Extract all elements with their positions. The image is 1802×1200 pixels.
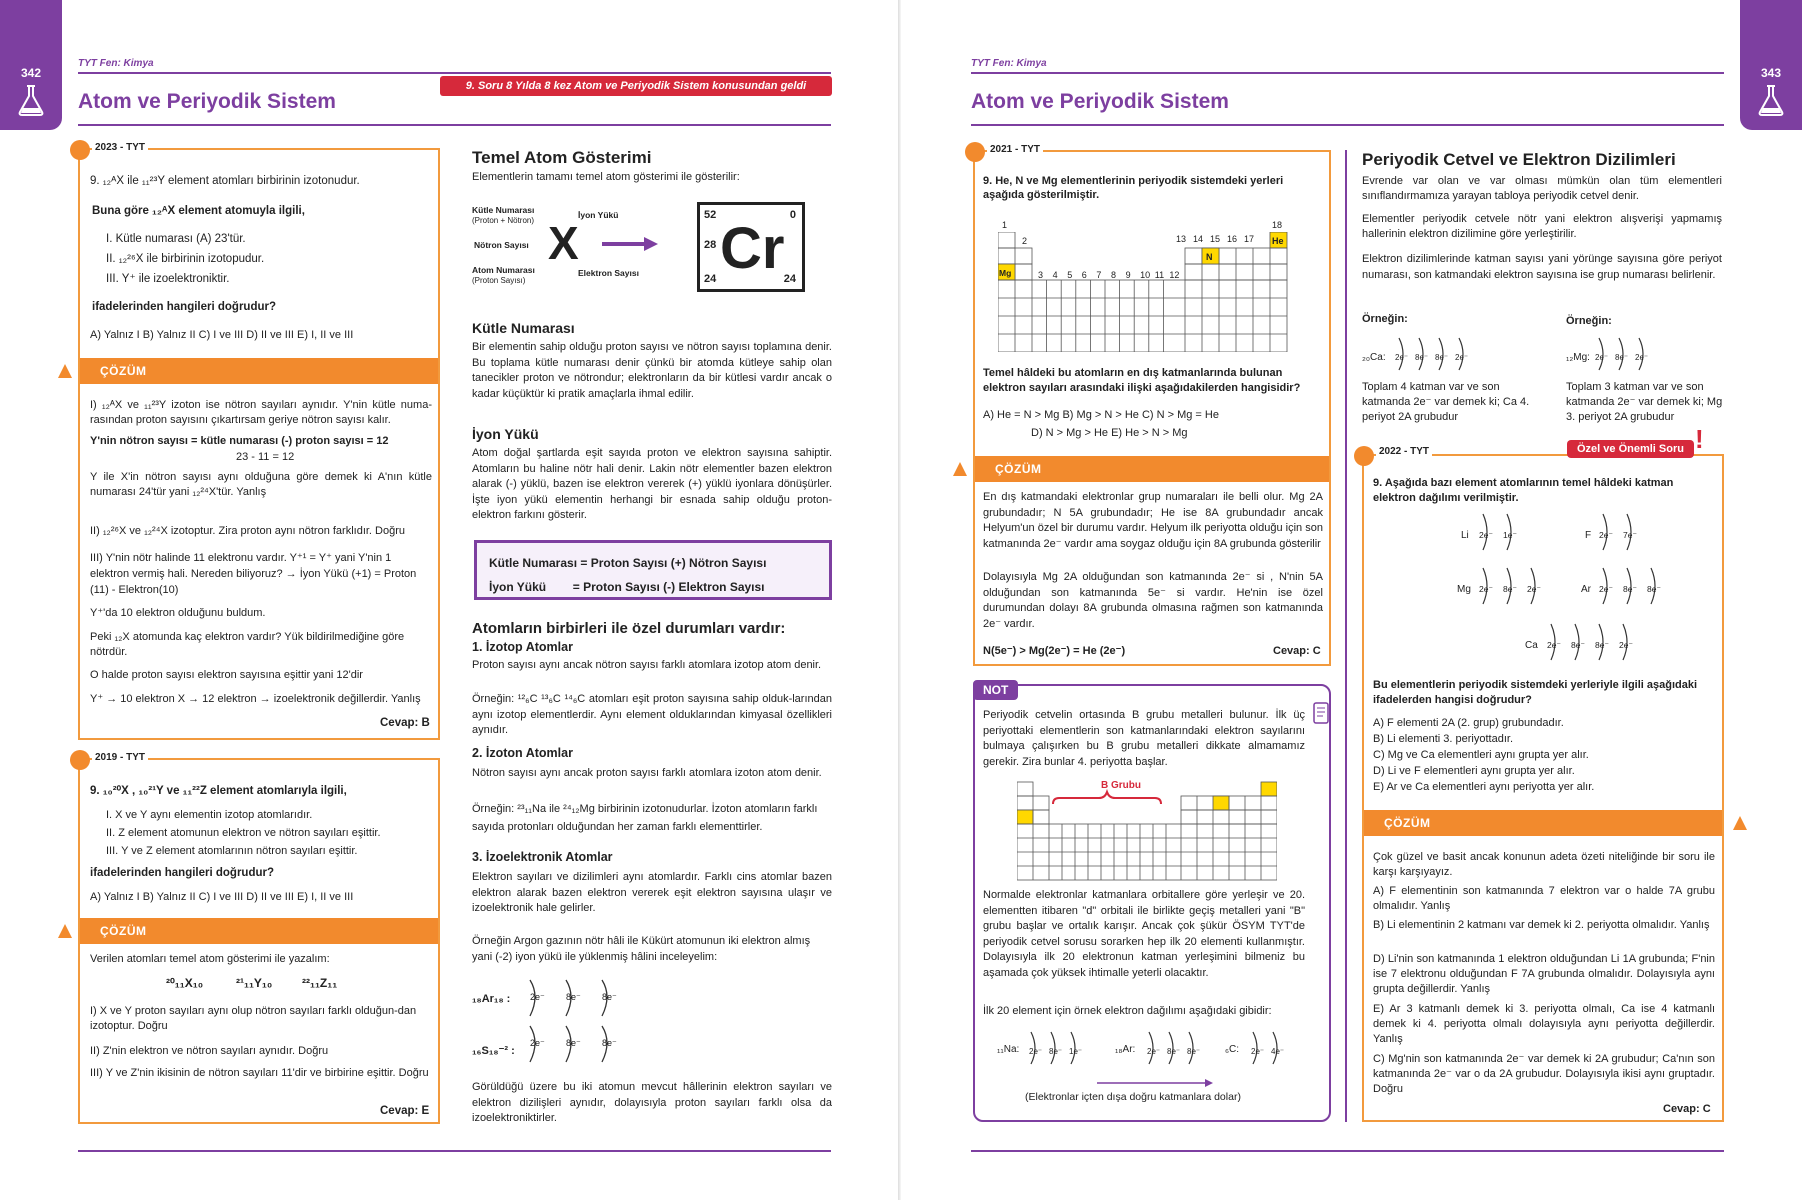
solution-bar: ÇÖZÜM <box>80 358 438 384</box>
shell-label: 8e⁻ <box>602 1038 617 1048</box>
paragraph: Elementlerin tamamı temel atom gösterimi ile gösterilir: <box>472 171 740 183</box>
group-number: 13 <box>1176 234 1187 244</box>
shell-label: 2e⁻ <box>1479 530 1493 540</box>
atom-label: Ca <box>1525 640 1538 651</box>
answer-option: A) F elementi 2A (2. grup) grubundadır. <box>1373 717 1564 729</box>
paragraph: Örneğin Argon gazının nötr hâli ile Kükürt atomunun iki elektron almış yani (-2) iyon yükü ile yüklenmiş hâlini inceleyelim: <box>472 935 811 963</box>
paragraph: Evrende var olan ve var olması mümkün olan tüm elementleri sınıflandırmamıza yarayan tabloya periyodik cetvel denir. <box>1362 175 1722 202</box>
solution-result: N(5e⁻) > Mg(2e⁻) = He (2e⁻) <box>983 645 1126 657</box>
page-number: 342 <box>20 66 42 80</box>
note-label: NOT <box>973 680 1018 700</box>
group-number: 7 <box>1096 270 1102 280</box>
flask-icon <box>17 84 45 116</box>
chromium-example <box>697 202 805 292</box>
shell-label: 2e⁻ <box>1619 640 1633 650</box>
shell-label: 2e⁻ <box>1547 640 1561 650</box>
note-paragraph: İlk 20 element için örnek elektron dağılımı aşağıdaki gibidir: <box>983 1005 1272 1017</box>
shell-label: 2e⁻ <box>1147 1047 1161 1056</box>
answer-key: Cevap: E <box>380 1105 430 1117</box>
shell-label: 2e⁻ <box>1455 353 1469 362</box>
group-number: 15 <box>1210 234 1221 244</box>
shell-label: 4e⁻ <box>1271 1047 1285 1056</box>
year-label: 2023 - TYT <box>92 142 148 153</box>
page-number: 343 <box>1760 66 1782 80</box>
example-label: Örneğin: <box>1362 313 1408 325</box>
periodic-grid <box>998 232 1288 352</box>
group-number: 12 <box>1169 270 1180 280</box>
answer-key: Cevap: C <box>1663 1103 1711 1115</box>
statement-i: I. X ve Y aynı elementin izotop atomlarıdır. <box>106 809 313 821</box>
solution-paragraph: E) Ar 3 katmanlı demek ki 3. periyotta olmalı, Ca ise 4 katmanlı demek ki 4. periyotta olmalı dolayısıyla aynı periyotta değillerdir. Yanlış <box>1373 1003 1715 1045</box>
solution-paragraph: Dolayısıyla Mg 2A olduğundan son katmanında 2e⁻ si , N'nin 5A olduğundan son katmanında 5e⁻ si vardır. He'nin ise özel durumundan dolayı 8A grubunda olmasına rağmen son katmanında 2e⁻ vardır. <box>983 571 1323 630</box>
shell-label: 2e⁻ <box>530 992 545 1002</box>
special-question-badge: Özel ve Önemli Soru <box>1567 440 1694 458</box>
atom-label: ₁₈Ar: <box>1115 1044 1136 1055</box>
periodic-table <box>998 218 1288 352</box>
group-number: 11 <box>1154 270 1165 280</box>
page-title: Atom ve Periyodik Sistem <box>971 90 1229 113</box>
note-paragraph: Normalde elektronlar katmanlara orbitallere göre yerleşir ve 20. elementten itibaren "d" orbitali ile birlikte geçiş metalleri yani "B" grubu başlar ve ortalık karışır. Ancak çok şükür ÖSYM TYT'de periyodik cetvel sorusu sorarken hep ilk 20 elementi kullanmıştır. Dolayısıyla ilk 20 elektronun katman yerleşimini bilmeniz bu aşamada çok yüksek ihtimalle yeterli olacaktır. <box>983 889 1305 979</box>
group-number: 4 <box>1052 270 1058 280</box>
shell-label: 8e⁻ <box>1647 584 1661 594</box>
frequency-banner: 9. Soru 8 Yılda 8 kez Atom ve Periyodik Sistem konusundan geldi <box>440 76 832 96</box>
question-stem: 9. ₁₂ᴬX ile ₁₁²³Y element atomları birbirinin izotonudur. <box>90 175 360 187</box>
solution-line: O halde proton sayısı elektron sayısına eşittir yani 12'dir <box>90 669 363 681</box>
neutron-count: 28 <box>704 239 717 251</box>
group-number: 14 <box>1193 234 1204 244</box>
question-ask: Temel hâldeki bu atomların en dış katmanlarında bulunan elektron sayıları arasındaki ilişki aşağıdakilerden hangisidir? <box>983 367 1301 394</box>
shell-label: 8e⁻ <box>566 1038 581 1048</box>
nitrogen-cell: N <box>1206 252 1213 262</box>
group-number: 5 <box>1067 270 1073 280</box>
question-stem: 9. ₁₀²⁰X , ₁₀²¹Y ve ₁₁²²Z element atomlarıyla ilgili, <box>90 785 347 797</box>
group-number: 10 <box>1140 270 1151 280</box>
diagram-label: Elektron Sayısı <box>578 268 639 278</box>
paragraph: Nötron sayısı aynı ancak proton sayısı farklı atomlara izoton atom denir. <box>472 767 822 779</box>
ion-label: ₁₆S₁₈⁻² : <box>472 1045 515 1057</box>
shell-label: 8e⁻ <box>1571 640 1585 650</box>
atom-label: Li <box>1461 530 1469 541</box>
atom-notation: ²¹₁₁Y₁₀ <box>236 976 273 990</box>
solution-paragraph: D) Li'nin son katmanında 1 elektron olduğundan Li 1A grubunda; F'nin ise 7 elektronu olduğundan F 7A grubunda olmalıdır. Dolayısıyla aynı grupta değillerdir. Yanlış <box>1373 953 1715 995</box>
statement-iii: III. Y⁺ ile izoelektroniktir. <box>106 273 230 285</box>
shell-label: 8e⁻ <box>1167 1047 1181 1056</box>
note-paragraph: Periyodik cetvelin ortasında B grubu metalleri bulunur. İlk üç periyottaki elementlerin son katmanlarındaki elektron sayılarını bulmaya çalışırken bu B grubu metalleri dikkate almamamız gerekir. Zira bunlar 4. periyotta başlar. <box>983 709 1305 768</box>
question-lead: Buna göre ₁₂ᴬX element atomuyla ilgili, <box>92 205 305 217</box>
subheading: 1. İzotop Atomlar <box>472 640 573 654</box>
shell-label: 8e⁻ <box>1623 584 1637 594</box>
statement-iii: III. Y ve Z element atomlarının nötron sayıları eşittir. <box>106 845 358 857</box>
solution-paragraph: B) Li elementinin 2 katmanı var demek ki 2. periyotta olmalıdır. Yanlış <box>1373 919 1710 931</box>
page-title: Atom ve Periyodik Sistem <box>78 90 336 113</box>
shell-label: 2e⁻ <box>1029 1047 1043 1056</box>
section-heading: Kütle Numarası <box>472 320 575 336</box>
shell-label: 8e⁻ <box>566 992 581 1002</box>
solution-line: Y ile X'in nötron sayısı aynı olduğuna göre demek ki A'nın kütle numarası 24'tür yani ₁₂²⁴X'tür. Yanlış <box>90 471 432 498</box>
question-ask: Bu elementlerin periyodik sistemdeki yerleriyle ilgili aşağıdaki ifadelerden hangisi doğrudur? <box>1373 679 1698 706</box>
solution-line: I) X ve Y proton sayıları aynı olup nötron sayıları farklı olduğun-dan izotoptur. Doğru <box>90 1005 417 1032</box>
paragraph: Örneğin: ¹²₆C ¹³₆C ¹⁴₆C atomları eşit proton sayısına sahip olduk-larından aynı izotop elementlerdir. Aynı element olduklarından kimyasal özellikleri aynıdır. <box>472 693 832 736</box>
mass-number: 52 <box>704 209 717 221</box>
group-number: 1 <box>1002 220 1008 230</box>
shell-label: 8e⁻ <box>602 992 617 1002</box>
solution-bar: ÇÖZÜM <box>975 456 1329 482</box>
diagram-label: Nötron Sayısı <box>474 240 529 250</box>
statement-i: I. Kütle numarası (A) 23'tür. <box>106 233 246 245</box>
answer-options: A) Yalnız I B) Yalnız II C) I ve III D) II ve III E) I, II ve III <box>90 329 354 341</box>
shell-label: 8e⁻ <box>1615 353 1629 362</box>
shell-label: 7e⁻ <box>1623 530 1637 540</box>
paragraph: Elektron dizilimlerinde katman sayısı yani yörünge sayısına göre periyot numarası, son katmandaki elektron sayısına ise grup numarası belirlenir. <box>1362 253 1722 281</box>
column-divider <box>1345 150 1347 1122</box>
solution-line: Y⁺ → 10 elektron X → 12 elektron → izoelektronik değillerdir. Yanlış <box>90 693 421 705</box>
solution-paragraph: En dış katmandaki elektronlar grup numaraları ile belli olur. Mg 2A grubundadır; N 5A grubundadır; He ise 8A grubundadır ancak Helyum'un özel bir durumu vardır. Helyum ilk periyotta olduğu için son katmanında 2e⁻ vardır ama soygaz olduğu için 8A grubunda gösterilir <box>983 491 1323 550</box>
shell-label: 2e⁻ <box>1527 584 1541 594</box>
ion-label: ₁₈Ar₁₈ : <box>472 993 511 1005</box>
solution-line: Y'nin nötron sayısı = kütle numarası (-) proton sayısı = 12 <box>90 435 389 447</box>
bell-icon <box>58 364 72 378</box>
magnesium-cell: Mg <box>999 268 1012 278</box>
shell-label: 2e⁻ <box>1395 353 1409 362</box>
example-label: Örneğin: <box>1566 315 1612 327</box>
example-text: Toplam 3 katman var ve son katmanda 2e⁻ var demek ki; Mg 3. periyot 2A grubudur <box>1566 381 1723 423</box>
shell-label: 2e⁻ <box>530 1038 545 1048</box>
shell-label: 1e⁻ <box>1069 1047 1083 1056</box>
b-group-label: B Grubu <box>1101 780 1141 791</box>
shell-label: 2e⁻ <box>1479 584 1493 594</box>
answer-option: B) Li elementi 3. periyottadır. <box>1373 733 1514 745</box>
solution-bar: ÇÖZÜM <box>80 918 438 944</box>
subheading: 2. İzoton Atomlar <box>472 746 573 760</box>
solution-line: Y⁺'da 10 elektron olduğunu buldum. <box>90 607 266 619</box>
question-stem: 9. He, N ve Mg elementlerinin periyodik sistemdeki yerleri aşağıda gösterilmiştir. <box>983 175 1284 201</box>
page-tab-left <box>0 0 62 130</box>
subheading: 3. İzoelektronik Atomlar <box>472 850 613 864</box>
formula-box <box>474 540 832 600</box>
solution-bar: ÇÖZÜM <box>1364 810 1722 836</box>
group-number: 18 <box>1272 220 1283 230</box>
solution-line: II) ₁₂²⁶X ve ₁₂²⁴X izotoptur. Zira proton aynı nötron farklıdır. Doğru <box>90 525 406 537</box>
paragraph: Proton sayısı aynı ancak nötron sayısı farklı atomlara izotop atom denir. <box>472 659 822 671</box>
shell-label: 8e⁻ <box>1415 353 1429 362</box>
periodic-grid-note <box>1017 774 1277 882</box>
atom-label: ₂₀Ca: <box>1362 352 1386 363</box>
exclamation-icon: ! <box>1695 424 1704 454</box>
atom-label: F <box>1585 530 1592 541</box>
solution-line: II) Z'nin elektron ve nötron sayıları aynıdır. Doğru <box>90 1045 329 1057</box>
year-label: 2019 - TYT <box>92 752 148 763</box>
section-heading: Temel Atom Gösterimi <box>472 148 652 167</box>
diagram-caption: (Elektronlar içten dışa doğru katmanlara dolar) <box>1025 1091 1241 1103</box>
question-ask: ifadelerinden hangileri doğrudur? <box>90 867 275 879</box>
element-symbol: Cr <box>720 216 785 281</box>
shell-label: 8e⁻ <box>1187 1047 1201 1056</box>
electron-count: 24 <box>783 273 796 285</box>
atomic-number: 24 <box>704 273 717 285</box>
section-heading: İyon Yükü <box>472 426 539 442</box>
answer-options: A) He = N > Mg B) Mg > N > He C) N > Mg = He <box>983 409 1219 421</box>
answer-key: Cevap: B <box>380 717 430 729</box>
shell-label: 2e⁻ <box>1251 1047 1265 1056</box>
statement-ii: II. ₁₂²⁶X ile birbirinin izotopudur. <box>106 253 265 265</box>
question-ask: ifadelerinden hangileri doğrudur? <box>92 301 277 313</box>
atom-label: ₁₂Mg: <box>1566 352 1590 363</box>
answer-key: Cevap: C <box>1273 645 1321 657</box>
section-heading: Atomların birbirleri ile özel durumları vardır: <box>472 620 786 637</box>
atom-notation: ²²₁₁Z₁₁ <box>302 976 338 990</box>
answer-option: E) Ar ve Ca elementleri aynı periyotta yer alır. <box>1373 781 1595 793</box>
phone-icon <box>1313 702 1329 724</box>
answer-options: D) N > Mg > He E) He > N > Mg <box>1031 427 1188 439</box>
year-label: 2021 - TYT <box>987 144 1043 155</box>
atom-label: ₁₁Na: <box>997 1044 1020 1055</box>
solution-line: 23 - 11 = 12 <box>236 451 295 463</box>
flask-icon <box>1757 84 1785 116</box>
group-number: 8 <box>1110 270 1116 280</box>
question-stem: 9. Aşağıda bazı element atomlarının temel hâldeki katman elektron dağılımı verilmiştir. <box>1373 477 1674 504</box>
answer-option: D) Li ve F elementleri aynı grupta yer alır. <box>1373 765 1575 777</box>
solution-paragraph: C) Mg'nin son katmanında 2e⁻ var demek ki 2A grubudur; Ca'nın son katmanında 2e⁻ var o da 2A grubudur. Dolayısıyla ikisi aynı gruptadır. Doğru <box>1373 1053 1715 1095</box>
group-number: 2 <box>1022 236 1028 246</box>
atom-label: Mg <box>1457 584 1471 595</box>
formula-line: İyon Yükü = Proton Sayısı (-) Elektron Sayısı <box>489 580 765 594</box>
arrow-icon <box>600 236 660 252</box>
shell-label: 2e⁻ <box>1599 530 1613 540</box>
atom-label: Ar <box>1581 584 1591 595</box>
element-symbol: X <box>548 217 579 269</box>
right-page <box>901 0 1802 1200</box>
paragraph: Görüldüğü üzere bu iki atomun mevcut hâllerinin elektron sayıları ve elektron dizilişleri aynıdır, dolayısıyla proton sayıları farklı olsa da izoelektroniktirler. <box>472 1081 832 1124</box>
diagram-label: Kütle Numarası <box>472 205 535 215</box>
solution-line: III) Y'nin nötr halinde 11 elektronu vardır. Y⁺¹ = Y⁺ yani Y'nin 1 elektron vermiş hali. Nereden biliyoruz? → İyon Yükü (+1) = Proton (11) - Elektron(10) <box>90 552 417 596</box>
statement-ii: II. Z element atomunun elektron ve nötron sayıları eşittir. <box>106 827 381 839</box>
helium-cell: He <box>1272 236 1284 246</box>
group-number: 6 <box>1081 270 1087 280</box>
shell-label: 2e⁻ <box>1599 584 1613 594</box>
formula-line: Kütle Numarası = Proton Sayısı (+) Nötron Sayısı <box>489 556 767 570</box>
shell-label: 2e⁻ <box>1595 353 1609 362</box>
answer-option: C) Mg ve Ca elementleri aynı grupta yer alır. <box>1373 749 1589 761</box>
diagram-label: (Proton Sayısı) <box>472 276 526 285</box>
group-number: 9 <box>1125 270 1131 280</box>
solution-line: III) Y ve Z'nin ikisinin de nötron sayıları 11'dir ve birbirine eşittir. Doğru <box>90 1067 429 1079</box>
running-head: TYT Fen: Kimya <box>78 58 154 69</box>
example-text: Toplam 4 katman var ve son katmanda 2e⁻ var demek ki; Ca 4. periyot 2A grubudur <box>1362 381 1530 423</box>
shell-label: 8e⁻ <box>1435 353 1449 362</box>
paragraph: Atom doğal şartlarda eşit sayıda proton ve elektron sayısına sahiptir. Atomların bu haline nötr hali denir. Lakin nötr elementler bazen elektron alarak (-) yüklü, bazen ise elektron vererek (+) yüklü iyonlara dönüşürler. İşte iyon yükü elementin herhangi bir esnada sahip olduğu proton-elektron farkını gösterir. <box>472 447 832 521</box>
bell-icon <box>1733 816 1747 830</box>
year-label: 2022 - TYT <box>1376 446 1432 457</box>
shell-label: 8e⁻ <box>1503 584 1517 594</box>
shell-label: 8e⁻ <box>1595 640 1609 650</box>
shell-label: 2e⁻ <box>1635 353 1649 362</box>
paragraph: Elementler periyodik cetvele nötr yani elektron alışverişi yapmamış hallerinin elektron dizilimine göre yerleştirilir. <box>1362 213 1722 240</box>
group-number: 17 <box>1244 234 1255 244</box>
paragraph: Örneğin: ²³₁₁Na ile ²⁴₁₂Mg birbirinin izotonudurlar. İzoton atomların farklı sayıda protonları olduğundan her zaman farklı elementtirler. <box>472 803 818 833</box>
ion-charge: 0 <box>789 209 796 221</box>
solution-line: I) ₁₂ᴬX ve ₁₁²³Y izoton ise nötron sayıları aynıdır. Y'nin kütle numa-rasından proton sayısını çıkartırsam geriye nötron sayısı kalır. <box>90 399 432 426</box>
diagram-label: İyon Yükü <box>578 210 619 220</box>
solution-line: Verilen atomları temel atom gösterimi ile yazalım: <box>90 953 330 965</box>
bell-icon <box>953 462 967 476</box>
answer-options: A) Yalnız I B) Yalnız II C) I ve III D) II ve III E) I, II ve III <box>90 891 354 903</box>
atom-label: ₆C: <box>1225 1044 1240 1055</box>
solution-paragraph: Çok güzel ve basit ancak konunun adeta özeti niteliğinde bir soru ile karşı karşıyayız. <box>1373 851 1715 878</box>
running-head: TYT Fen: Kimya <box>971 58 1047 69</box>
shell-label: 1e⁻ <box>1503 530 1517 540</box>
paragraph: Bir elementin sahip olduğu proton sayısı ve nötron sayısı toplamına denir. Bu toplama kütle numarası denir çünkü bir atomda kütleye sahip olan tanecikler proton ve nötrondur; elektronların da bir kütlesi vardır ancak o kadar küçüktür ki pratik amaçlarla ihmal edilir. <box>472 341 832 400</box>
page-tab-right <box>1740 0 1802 130</box>
arrow-icon <box>1097 1078 1217 1088</box>
solution-paragraph: A) F elementinin son katmanında 7 elektron var o halde 7A grubu olmalıdır. Yanlış <box>1373 885 1715 912</box>
diagram-label: (Proton + Nötron) <box>472 216 535 225</box>
shell-label: 8e⁻ <box>1049 1047 1063 1056</box>
section-heading: Periyodik Cetvel ve Elektron Dizilimleri <box>1362 150 1676 169</box>
diagram-label: Atom Numarası <box>472 265 535 275</box>
bell-icon <box>58 924 72 938</box>
solution-line: Peki ₁₂X atomunda kaç elektron vardır? Yük bildirilmediğine göre nötrdür. <box>90 631 405 658</box>
paragraph: Elektron sayıları ve dizilimleri aynı atomlardır. Farklı cins atomlar bazen elektron alarak bazen elektron vererek eşit elektron sayısına ulaşır ve izoelektronik hale gelirler. <box>472 871 832 914</box>
group-number: 16 <box>1227 234 1238 244</box>
atom-notation: ²⁰₁₁X₁₀ <box>166 976 204 990</box>
group-number: 3 <box>1038 270 1044 280</box>
